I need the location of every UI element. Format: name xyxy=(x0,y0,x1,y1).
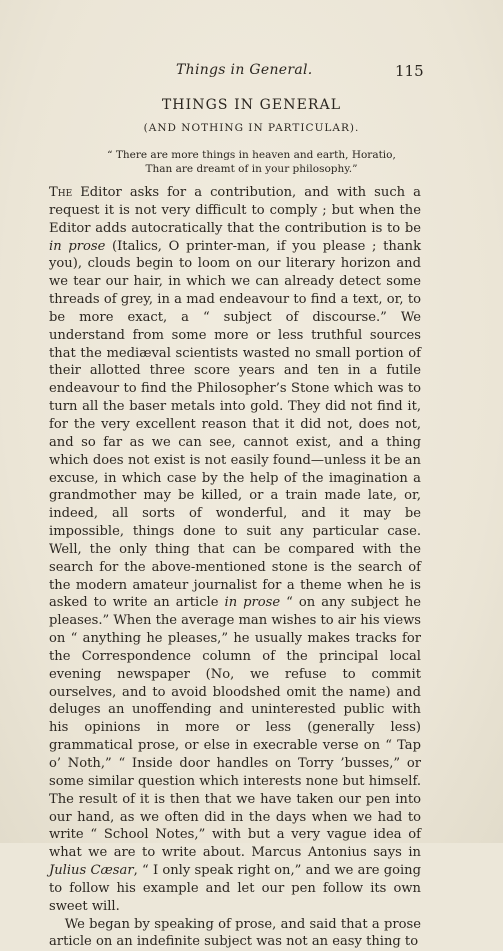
paragraph-1-text-c: “ on any subject he pleases.” When the average man wishes to air his views on “ anything he pleases,” he usually makes tracks for the Correspondence column of the principal local evening newspaper (No, we refuse to commit ourselves, and to avoid bloodshed omit the name) and deluges an unoffending and uninterested public with his opinions in more or less (generally less) grammatical prose, or else in execrable verse on “ Tap o’ Noth,” “ Inside door handles on Torry ’busses,” or some similar question which interests none but himself. The result of it is then that we have taken our pen into our hand, as we often did in the days when we had to write “ School Notes,” with but a very vague idea of what we are to write about. Marcus Antonius says in xyxy=(49,595,422,861)
paragraph-2: We began by speaking of prose, and said that a prose article on an indefinite subject was not an easy thing to xyxy=(49,916,421,950)
italic-phrase-2: in prose xyxy=(224,595,281,611)
page-number: 115 xyxy=(395,62,424,80)
paragraph-1-text-d: , “ I only speak right on,” and we are going to follow his example and let our pen follow its own sweet will. xyxy=(49,863,421,914)
running-title: Things in General. xyxy=(176,62,313,78)
italic-phrase-1: in prose xyxy=(49,238,106,254)
epigraph xyxy=(0,148,503,176)
paragraph-1-text-b: (Italics, O printer-man, if you please ; thank you), clouds begin to loom on our literary horizon and we tear our hair, in which we can already detect some threads of grey, in a mad endeavour to find a text, or, to be more exact, a “ subject of discourse.” We understand from some more or less truthful sources that the mediæval scientists wasted no small portion of their allotted three score years and ten in a futile endeavour to find the Philosopher’s Stone which was to turn all the baser metals into gold. They did not find it, for the very excellent reason that it did not, does not, and so far as we can see, cannot exist, and a thing which does not exist is not easily found—unless it be an excuse, in which case by the help of the imagination a grandmother may be killed, or a train made late, or, indeed, all sorts of wonderful, and it may be impossible, things done to suit any particular case. Well, the only thing that can be compared with the search for the above-mentioned stone is the search of the modern amateur journalist for a theme when he is asked to write an article xyxy=(49,238,421,611)
epigraph-line-1: “ There are more things in heaven and earth, Horatio, xyxy=(107,149,396,161)
article-body xyxy=(49,184,421,951)
paragraph-1 xyxy=(49,184,421,916)
article-subtitle: (AND NOTHING IN PARTICULAR). xyxy=(143,122,360,134)
lead-word: The xyxy=(49,185,73,200)
article-title: THINGS IN GENERAL xyxy=(161,97,342,113)
paragraph-1-text-a: Editor asks for a contribution, and with such a request it is not very difficult to comply ; but when the Editor adds autocratically that the contribution is to be xyxy=(49,185,421,236)
epigraph-line-2: Than are dreamt of in your philosophy.” xyxy=(145,163,358,175)
italic-phrase-3: Julius Cæsar xyxy=(49,863,134,879)
